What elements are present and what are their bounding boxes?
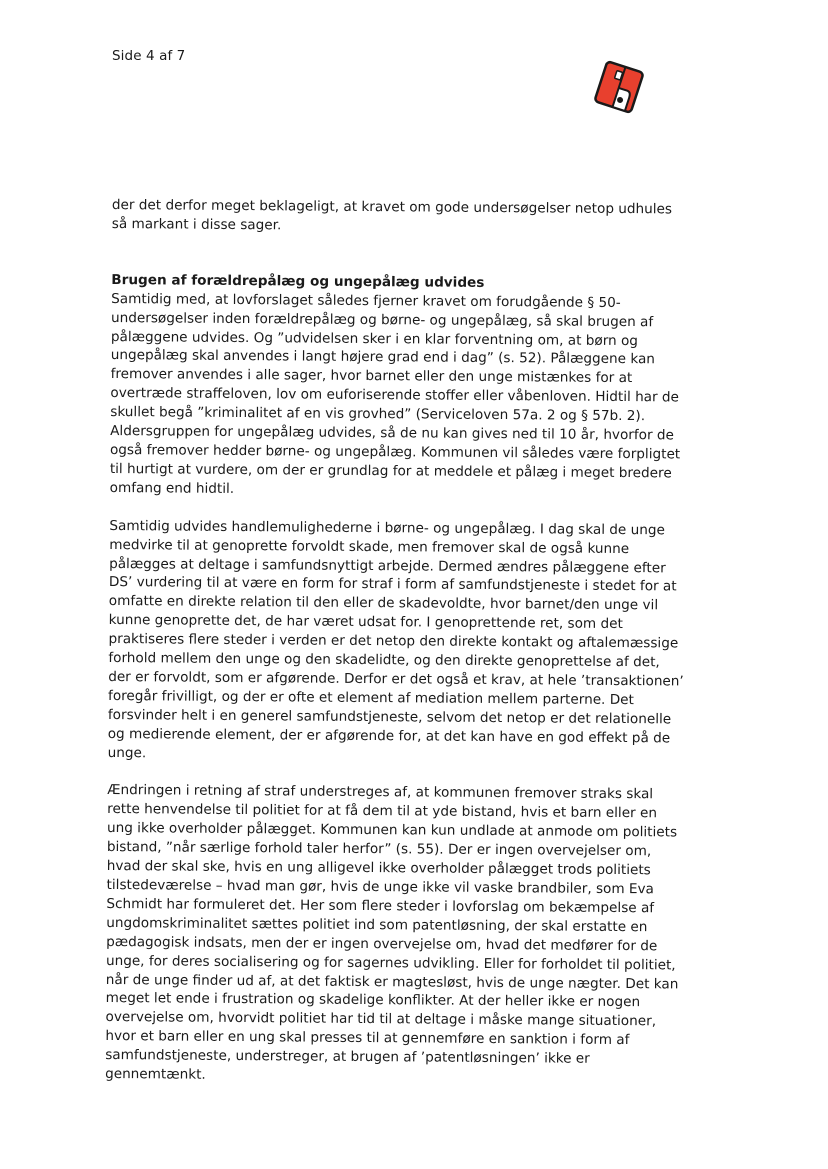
body-paragraph: Samtidig med, at lovforslaget således fjerner kravet om forudgående § 50-undersøgelser inden forældrepålæg og børne- og ungepålæg, så skal brugen af pålæggene udvides. Og ”udvidelsen sker i en klar forventning om, at børn og ungepålæg skal anvendes i langt højere grad end i dag” (s. 52). Pålæggene kan fremover anvendes i alle sager, hvor barnet eller den unge mistænkes for at overtræde straffeloven, lov om euforiserende stoffer eller våbenloven. Hidtil har de skullet begå ”kriminalitet af en vis grovhed” (Serviceloven 57a. 2 og § 57b. 2). Aldersgruppen for ungepålæg udvides, så de nu kan gives ned til 10 år, hvorfor de også fremover hedder børne- og ungepålæg. Kommunen vil således være forpligtet til hurtigt at vurdere, om der er grundlag for at meddele et pålæg i meget bredere omfang end hidtil. — [109, 290, 681, 497]
organization-logo-icon — [588, 56, 650, 118]
document-body — [105, 196, 690, 1088]
body-paragraph: Samtidig udvides handlemulighederne i børne- og ungepålæg. I dag skal de unge medvirke til at genoprette forvoldt skade, men fremover skal de også kunne pålægges at deltage i samfundsnyttigt arbejde. Dermed ændres pålæggene efter DS’ vurdering til at være en form for straf i form af samfundstjeneste i stedet for at omfatte en direkte relation til den eller de skadevoldte, hvor barnet/den unge vil kunne genoprette det, de har været udsat for. I genoprettende ret, som det praktiseres flere steder i verden er det netop den direkte kontakt og aftalemæssige forhold mellem den unge og den skadelidte, og den direkte genoprettelse af det, der er forvoldt, som er afgørende. Derfor er det også et krav, at hele ’transaktionen’ foregår frivilligt, og der er ofte et element af mediation mellem parterne. Det forsvinder helt i en generel samfundstjeneste, selvom det netop er det relationelle og medierende element, der er afgørende for, at det kan have en god effekt på de unge. — [107, 517, 684, 761]
body-paragraph: Ændringen i retning af straf understreges af, at kommunen fremover straks skal rette henvendelse til politiet for at få dem til at yde bistand, hvis et barn eller en ung ikke overholder pålægget. Kommunen kan kun undlade at anmode om politiets bistand, ”når særlige forhold taler herfor” (s. 55). Der er ingen overvejelser om, hvad der skal ske, hvis en ung alligevel ikke overholder pålægget trods politiets tilstedeværelse – hvad man gør, hvis de unge ikke vil vaske brandbiler, som Eva Schmidt har formuleret det. Her som flere steder i lovforslag om bekæmpelse af ungdomskriminalitet sættes politiet ind som patentløsning, der skal erstatte en pædagogisk indsats, men der er ingen overvejelse om, hvad det medfører for de unge, for deres socialisering og for sagernes udvikling. Eller for forholdet til politiet, når de unge finder ud af, at det faktisk er magtesløst, hvis de unge nægter. Det kan meget let ende i frustration og skadelige konflikter. At der heller ikke er nogen overvejelse om, hvorvidt politiet har tid til at deltage i måske mange situationer, hvor et barn eller en ung skal presses til at gennemføre en sanktion i form af samfundstjeneste, understreger, at brugen af ’patentløsningen’ ikke er gennemtænkt. — [105, 782, 679, 1083]
section-heading: Brugen af forældrepålæg og ungepålæg udvides — [111, 271, 485, 291]
intro-paragraph: der det derfor meget beklageligt, at kravet om gode undersøgelser netop udhules så markant i disse sager. — [111, 196, 673, 234]
page-number: Side 4 af 7 — [112, 48, 186, 64]
